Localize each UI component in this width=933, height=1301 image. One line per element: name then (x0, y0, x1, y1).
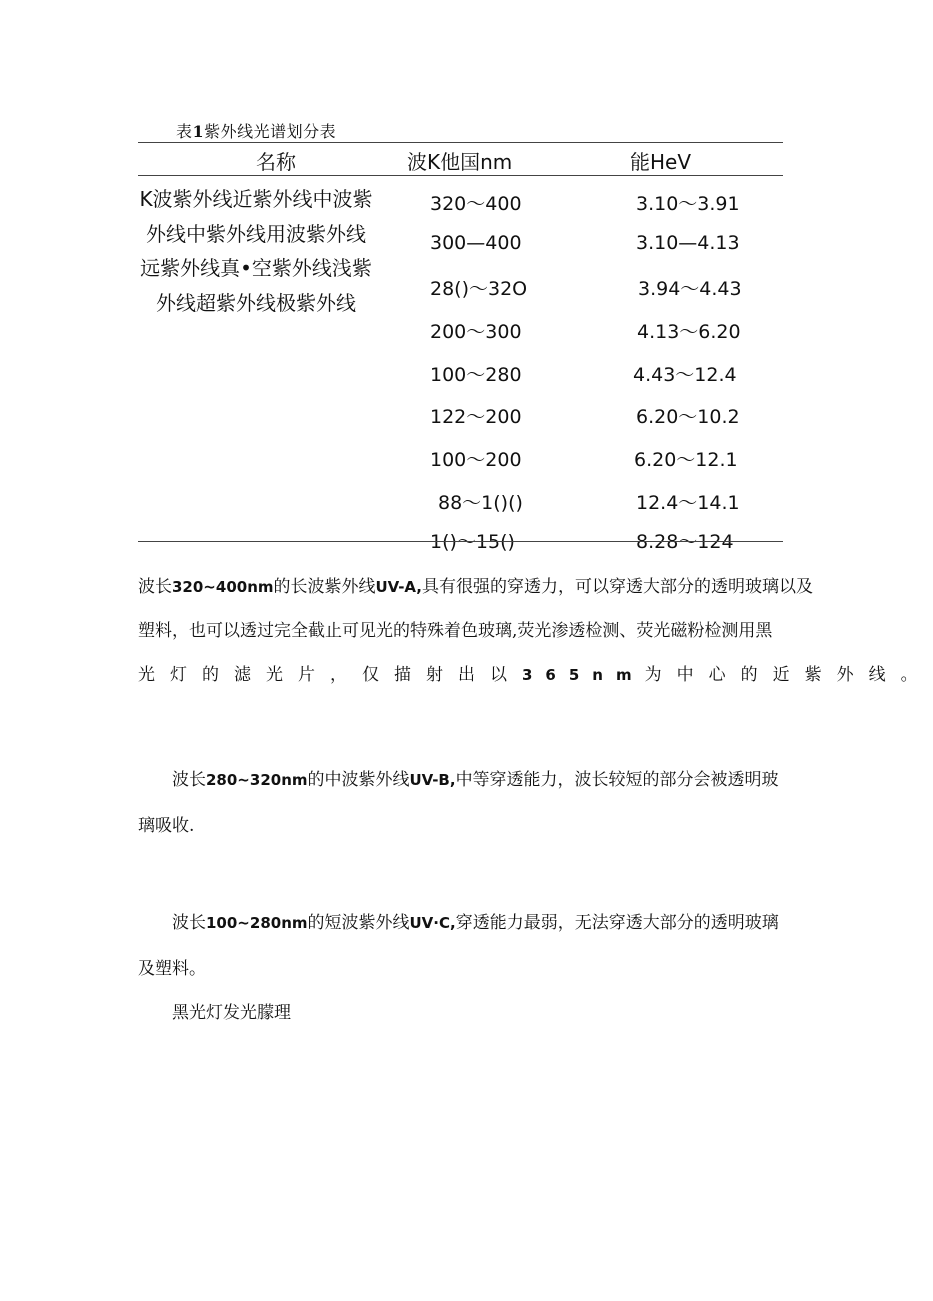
paragraph-line (138, 653, 933, 697)
caption-text: 紫外线光谱划分表 (204, 122, 337, 141)
paragraph-uv-b (138, 757, 783, 849)
band-bold: UV-A, (375, 578, 423, 596)
wavelength-bold: 365nm (522, 666, 645, 684)
caption-prefix: 表 (176, 122, 193, 141)
table-caption (176, 119, 336, 142)
wavelength-cell: 28()～32O (430, 278, 528, 300)
wavelength-cell: 100～200 (430, 449, 522, 471)
text-run: 中等穿透能力，波长较短的部分会被透明玻璃吸收. (138, 770, 779, 836)
energy-cell: 8.28～124 (636, 531, 734, 553)
wavelength-cell: 200～300 (430, 321, 522, 343)
caption-number: 1 (192, 122, 205, 141)
table-top-rule (138, 142, 783, 143)
wavelength-cell: 88～1()() (438, 492, 523, 514)
wavelength-cell: 300—400 (430, 232, 522, 254)
energy-cell: 3.10～3.91 (636, 193, 740, 215)
energy-cell: 3.10—4.13 (636, 232, 740, 254)
header-wavelength: 波K他国nm (407, 150, 513, 174)
band-bold: UV·C, (409, 914, 456, 932)
table-row (380, 527, 783, 557)
energy-cell: 4.43～12.4 (633, 364, 737, 386)
energy-cell: 3.94～4.43 (638, 278, 742, 300)
wavelength-cell: 1()～15() (430, 531, 515, 553)
wavelength-bold: 280~320nm (206, 771, 308, 789)
table-row (380, 445, 783, 475)
text-run: 波长 (172, 913, 206, 933)
table-row (380, 402, 783, 432)
text-run: 波长 (138, 577, 172, 597)
text-run: 的长波紫外线 (273, 577, 376, 597)
paragraph-uv-c (138, 900, 783, 992)
uv-names-cell: K波紫外线近紫外线中波紫外线中紫外线用波紫外线远紫外线真•空紫外线浅紫外线超紫外线极紫外线 (139, 187, 373, 315)
text-run: 光灯的滤光片，仅描射出以 (138, 665, 522, 685)
table-row (380, 232, 783, 262)
energy-cell: 12.4～14.1 (636, 492, 740, 514)
table-row (380, 317, 783, 347)
wavelength-bold: 320~400nm (172, 578, 274, 596)
table-row (380, 189, 783, 219)
energy-cell: 6.20～12.1 (634, 449, 738, 471)
wavelength-cell: 100～280 (430, 364, 522, 386)
table-row (380, 360, 783, 390)
paragraph-line (138, 565, 814, 609)
paragraph-line: 塑料，也可以透过完全截止可见光的特殊着色玻璃,荧光渗透检测、荧光磁粉检测用黑 (138, 621, 773, 641)
text-run: 具有很强的穿透力，可以穿透大部分的透明玻璃以及 (422, 577, 814, 597)
table-row (380, 488, 783, 518)
table-values (380, 176, 783, 553)
band-bold: UV-B, (409, 771, 456, 789)
text-run: 穿透能力最弱，无法穿透大部分的透明玻璃及塑料。 (138, 913, 779, 979)
header-name: 名称 (256, 150, 296, 174)
wavelength-cell: 320～400 (430, 193, 522, 215)
wavelength-cell: 122～200 (430, 406, 522, 428)
header-energy: 能HeV (630, 150, 692, 174)
text-run: 的短波紫外线 (307, 913, 410, 933)
table-bottom-rule (138, 541, 783, 542)
text-run: 波长 (172, 770, 206, 790)
wavelength-bold: 100~280nm (206, 914, 308, 932)
text-run: 为中心的近紫外线。 (644, 665, 933, 685)
text-run: 的中波紫外线 (307, 770, 410, 790)
energy-cell: 4.13～6.20 (637, 321, 741, 343)
paragraph-heading-blacklight: 黑光灯发光朦理 (172, 1003, 291, 1023)
table-row (380, 274, 783, 304)
energy-cell: 6.20～10.2 (636, 406, 740, 428)
paragraph-uv-a (138, 565, 933, 697)
